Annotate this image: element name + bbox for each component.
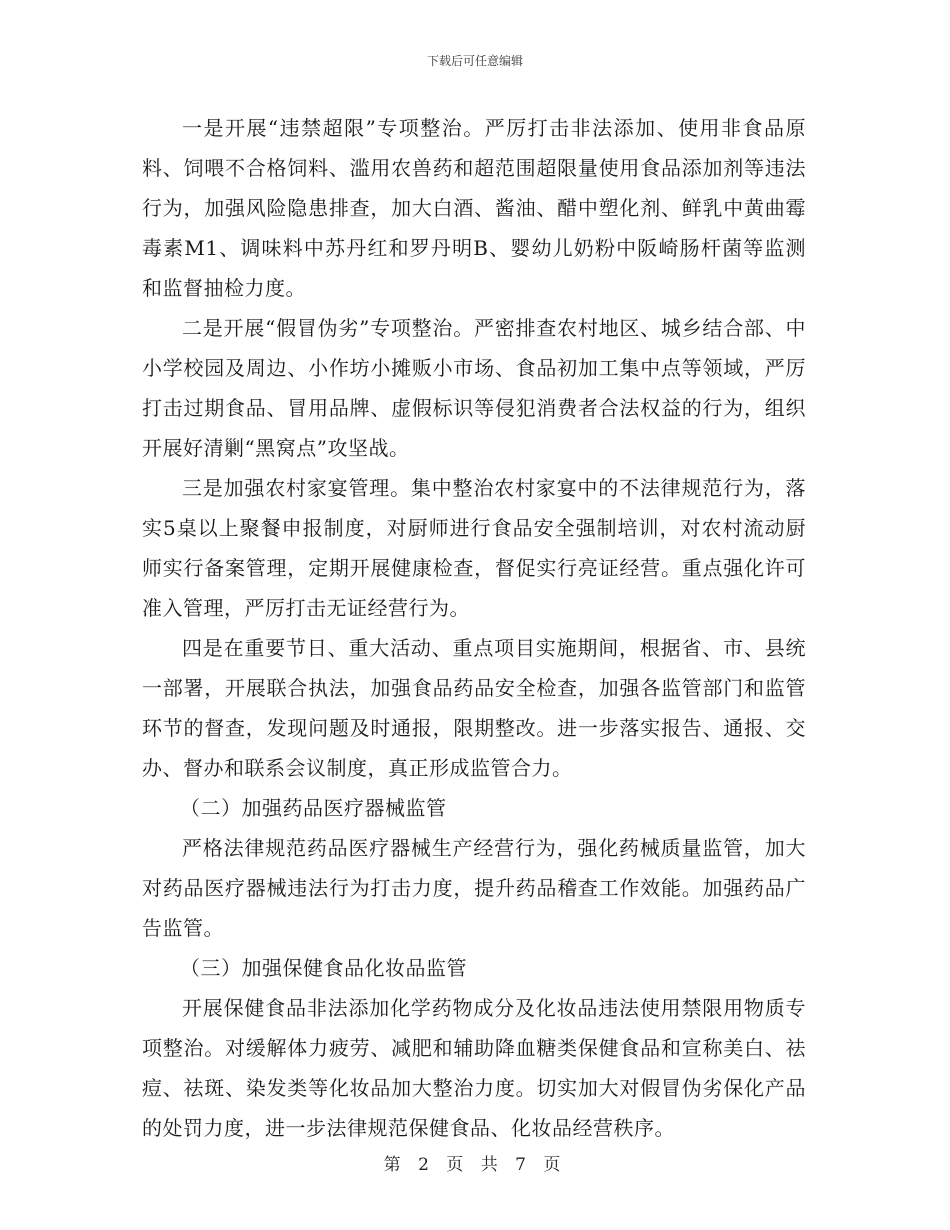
paragraph-4: 四是在重要节日、重大活动、重点项目实施期间，根据省、市、县统一部署，开展联合执法，加强食品药品安全检查，加强各监管部门和监管环节的督查，发现问题及时通报，限期整改。进一步落实报告、通报、交办、督办和联系会议制度，真正形成监管合力。: [142, 636, 806, 780]
document-body: [142, 108, 806, 1148]
page-header: 下载后可任意编辑: [426, 54, 523, 68]
paragraph-2: 二是开展“假冒伪劣”专项整治。严密排查农村地区、城乡结合部、中小学校园及周边、小作坊小摊贩小市场、食品初加工集中点等领域，严厉打击过期食品、冒用品牌、虚假标识等侵犯消费者合法权益的行为，组织开展好清剿“黑窝点”攻坚战。: [142, 316, 806, 460]
section-heading-2: （二）加强药品医疗器械监管: [180, 796, 447, 820]
paragraph-3: 三是加强农村家宴管理。集中整治农村家宴中的不法律规范行为，落实5桌以上聚餐申报制度，对厨师进行食品安全强制培训，对农村流动厨师实行备案管理，定期开展健康检查，督促实行亮证经营。重点强化许可准入管理，严厉打击无证经营行为。: [142, 476, 806, 620]
page-number: 第 2 页 共 7 页: [383, 1155, 567, 1175]
paragraph-5: 严格法律规范药品医疗器械生产经营行为，强化药械质量监管，加大对药品医疗器械违法行为打击力度，提升药品稽查工作效能。加强药品广告监管。: [142, 836, 806, 940]
section-heading-3: （三）加强保健食品化妆品监管: [180, 956, 467, 980]
paragraph-6: 开展保健食品非法添加化学药物成分及化妆品违法使用禁限用物质专项整治。对缓解体力疲劳、减肥和辅助降血糖类保健食品和宣称美白、祛痘、祛斑、染发类等化妆品加大整治力度。切实加大对假冒伪劣保化产品的处罚力度，进一步法律规范保健食品、化妆品经营秩序。: [142, 996, 806, 1140]
paragraph-1: 一是开展“违禁超限”专项整治。严厉打击非法添加、使用非食品原料、饲喂不合格饲料、滥用农兽药和超范围超限量使用食品添加剂等违法行为，加强风险隐患排查，加大白酒、酱油、醋中塑化剂、鲜乳中黄曲霉毒素M1、调味料中苏丹红和罗丹明B、婴幼儿奶粉中阪崎肠杆菌等监测和监督抽检力度。: [142, 116, 806, 300]
